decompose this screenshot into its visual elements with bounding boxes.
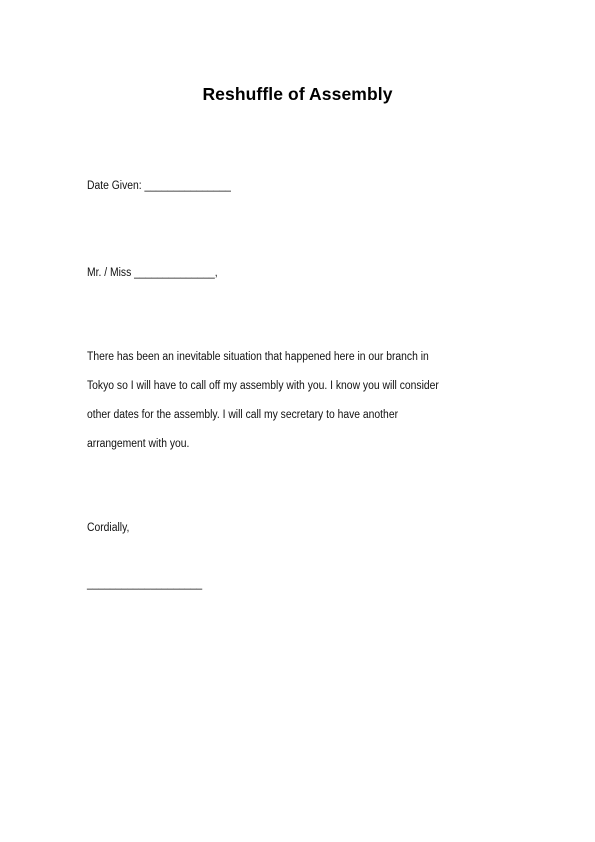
body-text-line: other dates for the assembly. I will call my secretary to have another [87, 409, 399, 421]
date-given-field: Date Given: _______________ [87, 180, 231, 192]
document-title: Reshuffle of Assembly [202, 84, 393, 104]
signature-line: ____________________ [87, 578, 203, 590]
body-text-line: There has been an inevitable situation that happened here in our branch in [87, 351, 429, 363]
salutation-field: Mr. / Miss ______________, [87, 267, 218, 279]
body-text-line: arrangement with you. [87, 438, 190, 450]
closing-text: Cordially, [87, 522, 130, 534]
body-text-line: Tokyo so I will have to call off my assembly with you. I know you will consider [87, 380, 439, 392]
